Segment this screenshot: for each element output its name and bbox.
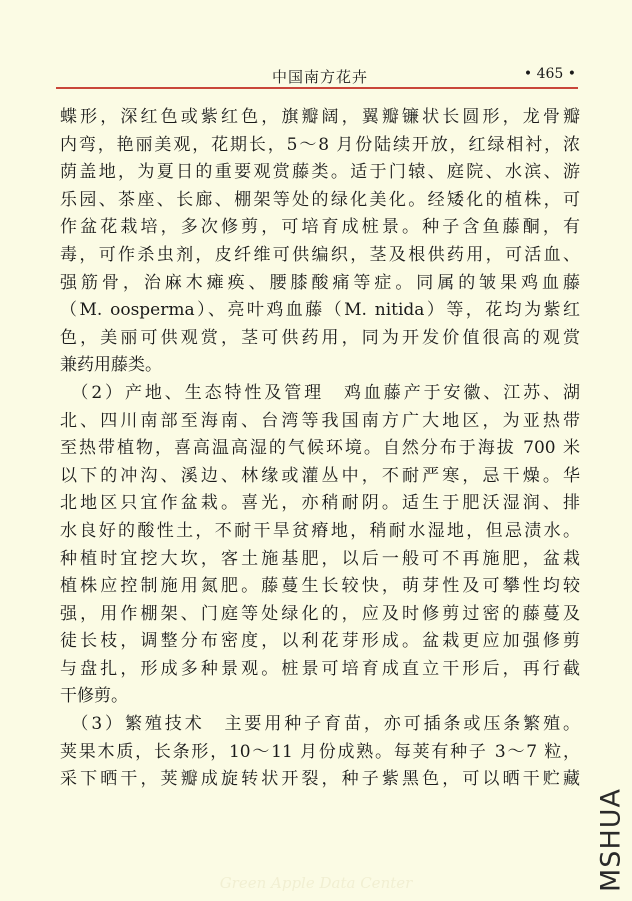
running-title: 中国南方花卉 [271, 68, 368, 86]
text-line: 内弯，艳丽美观，花期长，5～8 月份陆续开放，红绿相衬，浓 [60, 134, 580, 155]
bottom-watermark: Green Apple Data Center [219, 874, 413, 892]
text-line: 毒，可作杀虫剂，皮纤维可供编织，茎及根供药用，可活血、 [60, 244, 580, 265]
text-line: 强筋骨，治麻木瘫痪、腰膝酸痛等症。同属的皱果鸡血藤 [60, 272, 580, 293]
text-line: 色，美丽可供观赏，茎可供药用，同为开发价值很高的观赏 [60, 327, 580, 348]
text-line: 与盘扎，形成多种景观。桩景可培育成直立干形后，再行截 [60, 658, 580, 679]
section-heading-line: （3）繁殖技术 主要用种子育苗，亦可插条或压条繁殖。 [60, 714, 580, 735]
text-line: 荫盖地，为夏日的重要观赏藤类。适于门辕、庭院、水滨、游 [60, 162, 580, 183]
text-line: 采下晒干，荚瓣成旋转状开裂，种子紫黑色，可以晒干贮藏 [60, 769, 580, 790]
body-text [60, 104, 580, 794]
text-line: 乐园、茶座、长廊、棚架等处的绿化美化。经矮化的植株，可 [60, 189, 580, 210]
text-line: 种植时宜挖大坎，客土施基肥，以后一般可不再施肥，盆栽 [60, 548, 580, 569]
side-watermark-text: MSHUA [595, 788, 627, 892]
text-line: 干修剪。 [60, 686, 128, 707]
section-heading-line: （2）产地、生态特性及管理 鸡血藤产于安徽、江苏、湖 [60, 382, 580, 403]
text-line: 北地区只宜作盆栽。喜光，亦稍耐阴。适生于肥沃湿润、排 [60, 493, 580, 514]
side-watermark [591, 790, 631, 890]
text-line: 北、四川南部至海南、台湾等我国南方广大地区，为亚热带 [60, 410, 580, 431]
page-number: • 465 • [523, 66, 576, 82]
text-line: 徒长枝，调整分布密度，以利花芽形成。盆栽更应加强修剪 [60, 631, 580, 652]
page-header [60, 62, 580, 86]
text-line: 荚果木质，长条形，10～11 月份成熟。每荚有种子 3～7 粒， [60, 741, 580, 762]
text-line: 水良好的酸性土，不耐干旱贫瘠地，稍耐水湿地，但忌渍水。 [60, 520, 580, 541]
text-line: 作盆花栽培，多次修剪，可培育成桩景。种子含鱼藤酮，有 [60, 217, 580, 238]
text-line: 兼药用藤类。 [60, 355, 162, 376]
text-line: 植株应控制施用氮肥。藤蔓生长较快，萌芽性及可攀性均较 [60, 576, 580, 597]
text-line: （M. oosperma）、亮叶鸡血藤（M. nitida）等，花均为紫红 [60, 300, 580, 321]
text-line: 以下的冲沟、溪边、林缘或灌丛中，不耐严寒，忌干燥。华 [60, 465, 580, 486]
text-line: 蝶形，深红色或紫红色，旗瓣阔，翼瓣镰状长圆形，龙骨瓣 [60, 107, 580, 127]
text-line: 至热带植物，喜高温高湿的气候环境。自然分布于海拔 700 米 [60, 438, 580, 459]
text-line: 强，用作棚架、门庭等处绿化的，应及时修剪过密的藤蔓及 [60, 603, 580, 624]
header-divider [56, 87, 578, 89]
